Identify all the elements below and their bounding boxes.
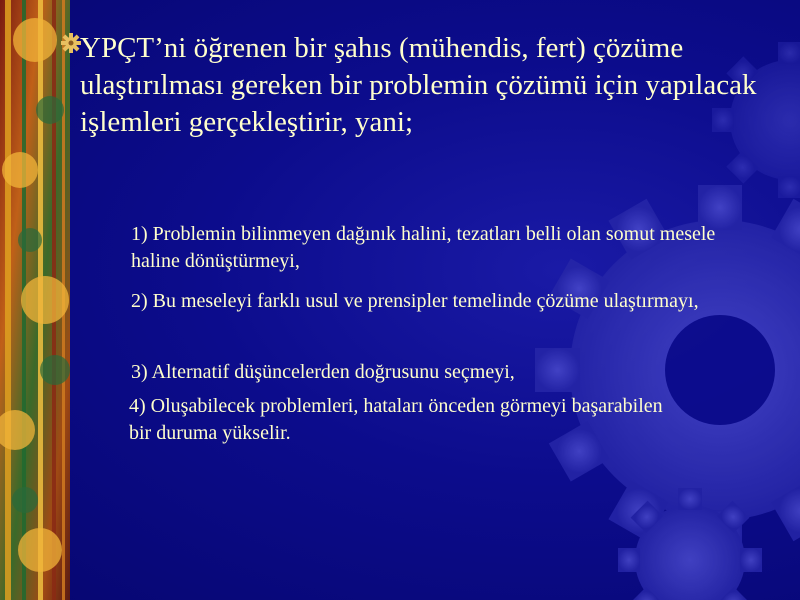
list-item-2: 2) Bu meseleyi farklı usul ve prensipler temelinde çözüme ulaştırmayı, <box>131 290 699 312</box>
list-item-1: 1) Problemin bilinmeyen dağınık halini, tezatları belli olan somut mesele haline dönüştürmeyi, <box>131 223 716 272</box>
list-item-3: 3) Alternatif düşüncelerden doğrusunu seçmeyi, <box>131 361 515 383</box>
list-item-4: 4) Oluşabilecek problemleri, hataları önceden görmeyi başarabilen bir duruma yükselir. <box>129 395 663 444</box>
slide-title: YPÇT’ni öğrenen bir şahıs (mühendis, fert) çözüme ulaştırılması gereken bir problemin çözümü için yapılacak işlemleri gerçekleştirir, yani; <box>80 32 757 138</box>
